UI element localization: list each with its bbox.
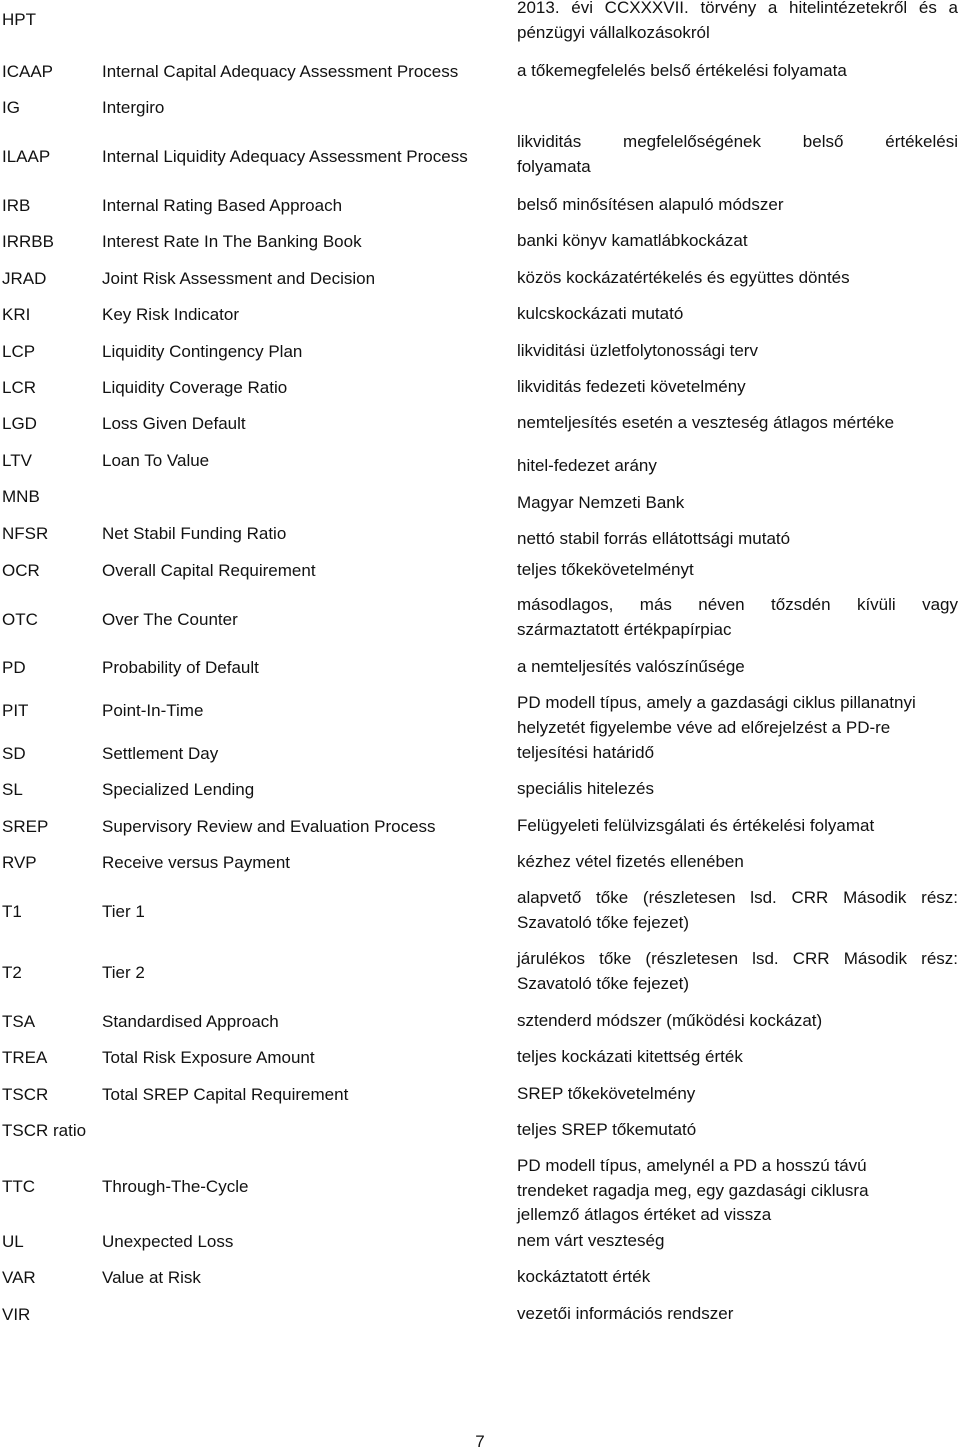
hungarian-cell — [517, 741, 958, 766]
hungarian-line: a nemteljesítés valószínűsége — [517, 657, 745, 676]
hungarian-cell — [517, 1229, 958, 1254]
hungarian-line: speciális hitelezés — [517, 779, 655, 798]
hungarian-line: Szavatoló tőke fejezet) — [517, 973, 689, 993]
abbr-cell: SD — [2, 744, 26, 763]
hungarian-cell — [517, 1045, 958, 1070]
abbr-cell: LCP — [2, 342, 36, 361]
hungarian-cell — [517, 59, 958, 84]
english-term-cell: Overall Capital Requirement — [102, 561, 316, 580]
abbr-cell: MNB — [2, 487, 40, 506]
english-term-cell: Standardised Approach — [102, 1012, 279, 1031]
abbr-cell: LCR — [2, 378, 37, 397]
hungarian-cell — [517, 1302, 958, 1327]
hungarian-line: belső minősítésen alapuló módszer — [517, 195, 784, 214]
hungarian-line: Szavatoló tőke fejezet) — [517, 912, 689, 932]
hungarian-cell — [517, 850, 958, 875]
hungarian-line: kulcskockázati mutató — [517, 304, 684, 323]
abbr-cell: PD — [2, 658, 26, 677]
english-term-cell: Loss Given Default — [102, 414, 246, 433]
hungarian-line: közös kockázatértékelés és együttes döntés — [517, 268, 850, 287]
abbr-cell: T1 — [2, 902, 22, 921]
abbr-cell: TTC — [2, 1177, 36, 1196]
english-term-cell: Internal Liquidity Adequacy Assessment Process — [102, 147, 468, 166]
hungarian-line: helyzetét figyelembe véve ad előrejelzést a PD-re — [517, 717, 891, 737]
english-term-cell: Interest Rate In The Banking Book — [102, 232, 362, 251]
abbr-cell: UL — [2, 1232, 24, 1251]
hungarian-cell — [517, 814, 958, 839]
abbr-cell: IRB — [2, 196, 31, 215]
hungarian-line: 2013. évi CCXXXVII. törvény a hitelintézetekről és a — [517, 0, 958, 17]
hungarian-cell — [517, 777, 958, 802]
hungarian-line: PD modell típus, amely a gazdasági ciklus pillanatnyi — [517, 693, 916, 712]
english-term-cell: Value at Risk — [102, 1268, 201, 1287]
hungarian-line: a tőkemegfelelés belső értékelési folyamata — [517, 61, 847, 80]
english-term-cell: Liquidity Coverage Ratio — [102, 378, 288, 397]
hungarian-cell — [517, 266, 958, 291]
abbr-cell: TSA — [2, 1012, 36, 1031]
abbr-cell: LTV — [2, 451, 32, 470]
hungarian-cell — [517, 0, 958, 45]
english-term-cell: Intergiro — [102, 98, 165, 117]
abbr-cell: ILAAP — [2, 147, 51, 166]
hungarian-cell — [517, 527, 958, 552]
hungarian-line: PD modell típus, amelynél a PD a hosszú távú — [517, 1156, 867, 1175]
page-number: 7 — [475, 1432, 485, 1451]
abbr-cell: VIR — [2, 1305, 31, 1324]
hungarian-line: folyamata — [517, 156, 591, 176]
abbr-cell: T2 — [2, 963, 22, 982]
english-term-cell: Internal Rating Based Approach — [102, 196, 343, 215]
hungarian-line: pénzügyi vállalkozásokról — [517, 22, 710, 42]
hungarian-cell — [517, 1082, 958, 1107]
hungarian-cell — [517, 1118, 958, 1143]
hungarian-cell — [517, 491, 958, 516]
english-term-cell: Loan To Value — [102, 451, 210, 470]
hungarian-line: vezetői információs rendszer — [517, 1304, 734, 1323]
english-term-cell: Joint Risk Assessment and Decision — [102, 269, 376, 288]
hungarian-line: kockáztatott érték — [517, 1267, 651, 1286]
abbr-cell: TREA — [2, 1048, 48, 1067]
hungarian-cell — [517, 886, 958, 935]
english-term-cell: Over The Counter — [102, 610, 238, 629]
abbr-cell: IG — [2, 98, 20, 117]
hungarian-cell — [517, 375, 958, 400]
english-term-cell: Supervisory Review and Evaluation Process — [102, 817, 436, 836]
english-term-cell: Key Risk Indicator — [102, 305, 239, 324]
english-term-cell: Unexpected Loss — [102, 1232, 234, 1251]
abbr-cell: SREP — [2, 817, 49, 836]
hungarian-cell — [517, 193, 958, 218]
english-term-cell: Probability of Default — [102, 658, 259, 677]
english-term-cell: Net Stabil Funding Ratio — [102, 524, 287, 543]
english-term-cell: Total Risk Exposure Amount — [102, 1048, 315, 1067]
hungarian-line: teljes SREP tőkemutató — [517, 1120, 697, 1139]
hungarian-line: Felügyeleti felülvizsgálati és értékelési folyamat — [517, 816, 875, 835]
hungarian-line: Magyar Nemzeti Bank — [517, 493, 685, 512]
hungarian-line: sztenderd módszer (működési kockázat) — [517, 1011, 823, 1030]
hungarian-cell — [517, 411, 958, 436]
abbr-cell: JRAD — [2, 269, 47, 288]
hungarian-line: másodlagos, más néven tőzsdén kívüli vagy — [517, 595, 958, 614]
english-term-cell: Receive versus Payment — [102, 853, 291, 872]
english-term-cell: Settlement Day — [102, 744, 219, 763]
hungarian-line: SREP tőkekövetelmény — [517, 1084, 696, 1103]
abbr-cell: VAR — [2, 1268, 36, 1287]
abbr-cell: SL — [2, 780, 23, 799]
hungarian-line: alapvető tőke (részletesen lsd. CRR Második rész: — [517, 888, 958, 907]
hungarian-line: nemteljesítés esetén a veszteség átlagos mértéke — [517, 413, 895, 432]
hungarian-line: teljes kockázati kitettség érték — [517, 1047, 743, 1066]
english-term-cell: Tier 2 — [102, 963, 145, 982]
hungarian-line: trendeket ragadja meg, egy gazdasági ciklusra — [517, 1180, 869, 1200]
hungarian-line: jellemző átlagos értéket ad vissza — [517, 1205, 772, 1224]
english-term-cell: Point-In-Time — [102, 701, 204, 720]
hungarian-line: származtatott értékpapírpiac — [517, 619, 732, 639]
english-term-cell: Through-The-Cycle — [102, 1177, 249, 1196]
hungarian-line: nettó stabil forrás ellátottsági mutató — [517, 529, 791, 548]
english-term-cell: Liquidity Contingency Plan — [102, 342, 303, 361]
hungarian-line: banki könyv kamatlábkockázat — [517, 231, 748, 250]
english-term-cell: Internal Capital Adequacy Assessment Process — [102, 62, 459, 81]
english-term-cell: Total SREP Capital Requirement — [102, 1085, 349, 1104]
hungarian-line: likviditási üzletfolytonossági terv — [517, 341, 758, 360]
hungarian-cell — [517, 1009, 958, 1034]
hungarian-line: teljesítési határidő — [517, 743, 655, 762]
hungarian-cell — [517, 130, 958, 179]
abbr-cell: IRRBB — [2, 232, 54, 251]
hungarian-line: likviditás megfelelőségének belső értékelési — [517, 132, 958, 151]
hungarian-line: járulékos tőke (részletesen lsd. CRR Második rész: — [517, 949, 958, 968]
hungarian-cell — [517, 947, 958, 996]
hungarian-line: likviditás fedezeti követelmény — [517, 377, 746, 396]
abbr-cell: OCR — [2, 561, 40, 580]
abbr-cell: NFSR — [2, 524, 49, 543]
hungarian-cell — [517, 691, 958, 740]
abbr-cell: TSCR ratio — [2, 1121, 87, 1140]
abbr-cell: TSCR — [2, 1085, 49, 1104]
hungarian-line: teljes tőkekövetelményt — [517, 560, 694, 579]
hungarian-cell — [517, 1154, 958, 1228]
abbr-cell: HPT — [2, 10, 36, 29]
hungarian-line: nem várt veszteség — [517, 1231, 665, 1250]
abbr-cell: PIT — [2, 701, 29, 720]
hungarian-cell — [517, 655, 958, 680]
hungarian-cell — [517, 229, 958, 254]
hungarian-cell — [517, 302, 958, 327]
abbr-cell: RVP — [2, 853, 37, 872]
hungarian-cell — [517, 558, 958, 583]
abbr-cell: OTC — [2, 610, 38, 629]
hungarian-cell — [517, 593, 958, 642]
english-term-cell: Tier 1 — [102, 902, 145, 921]
abbr-cell: KRI — [2, 305, 31, 324]
abbr-cell: LGD — [2, 414, 37, 433]
hungarian-cell — [517, 339, 958, 364]
abbr-cell: ICAAP — [2, 62, 54, 81]
hungarian-cell — [517, 454, 958, 479]
hungarian-cell — [517, 1265, 958, 1290]
english-term-cell: Specialized Lending — [102, 780, 255, 799]
hungarian-line: kézhez vétel fizetés ellenében — [517, 852, 744, 871]
hungarian-line: hitel-fedezet arány — [517, 456, 657, 475]
